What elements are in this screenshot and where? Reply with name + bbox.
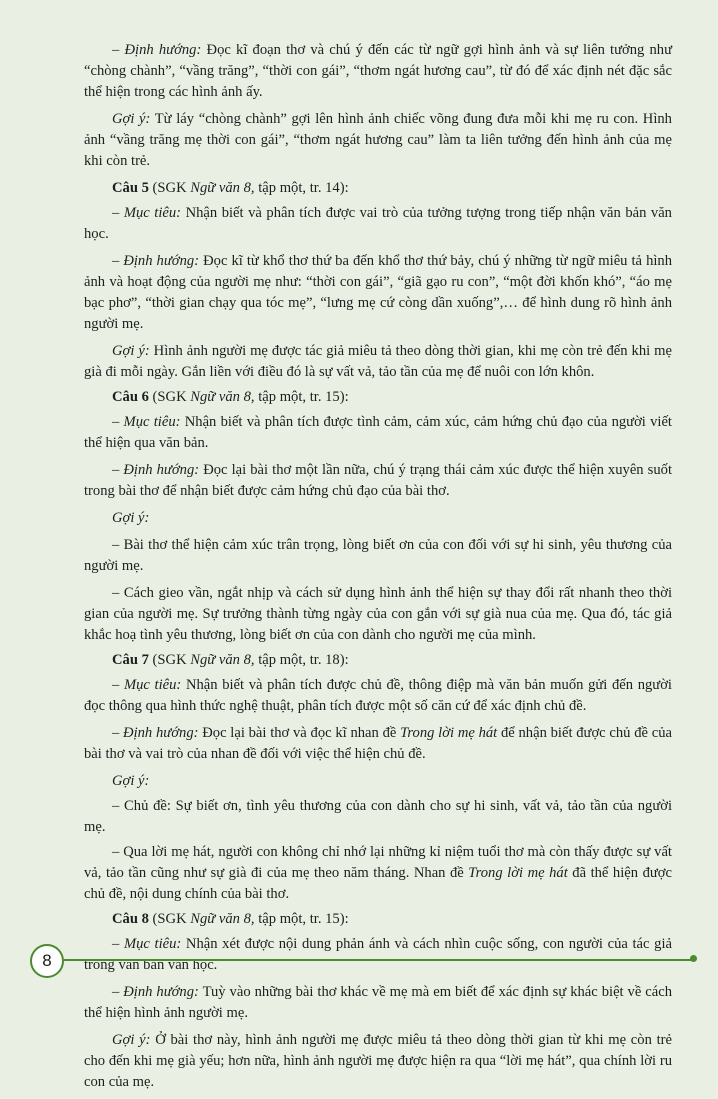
question-heading-7 (84, 650, 672, 671)
paragraph (84, 109, 672, 172)
paragraph (84, 842, 672, 905)
label-dinh-huong: – Định hướng: (112, 42, 202, 58)
page-footer-rule (64, 959, 692, 961)
paragraph (84, 1030, 672, 1093)
question-heading-8 (84, 909, 672, 930)
label-muc-tieu: – Mục tiêu: (112, 936, 182, 952)
label-goi-y: Gợi ý: (112, 111, 151, 127)
question-source: tập một, tr. 18): (254, 652, 349, 668)
question-title: Câu 8 (112, 911, 149, 927)
label-goi-y: Gợi ý: (112, 343, 150, 359)
paragraph-text: – Qua lời mẹ hát, người con không chỉ nhớ lại những kỉ niệm tuổi thơ mà còn thấy được sự vất vả, tảo tần cũng như sự già đi của mẹ theo năm tháng. Nhan đề (84, 844, 672, 881)
paragraph (84, 982, 672, 1024)
question-title: Câu 7 (112, 652, 149, 668)
book-title: Ngữ văn 8, (190, 652, 255, 668)
paragraph (84, 796, 672, 838)
label-muc-tieu: – Mục tiêu: (112, 414, 181, 430)
question-source: (SGK (148, 911, 191, 927)
label-dinh-huong: – Định hướng: (112, 462, 200, 478)
paragraph (84, 412, 672, 454)
paragraph-text: – Cách gieo vần, ngắt nhịp và cách sử dụng hình ảnh thể hiện sự thay đổi rất nhanh theo thời gian của người mẹ. Sự trưởng thành từng ngày của con gắn với sự già nua của mẹ. Qua đó, tác giả khắc hoạ tình yêu thương, lòng biết ơn của con dành cho người mẹ của mình. (84, 585, 672, 643)
paragraph-text: Ở bài thơ này, hình ảnh người mẹ được miêu tả theo dòng thời gian từ khi mẹ còn trẻ cho đến khi mẹ già yếu; hơn nữa, hình ảnh người mẹ được hiện ra qua “lời mẹ hát”, qua chính lời ru con của mẹ. (84, 1032, 672, 1090)
paragraph-text: Từ láy “chòng chành” gợi lên hình ảnh chiếc võng đung đưa mỗi khi mẹ ru con. Hình ảnh “vầng trăng mẹ thời con gái”, “thơm ngát hương cau” làm ta liên tưởng đến hình ảnh của mẹ khi còn trẻ. (84, 111, 672, 169)
poem-title: Trong lời mẹ hát (468, 865, 568, 881)
question-source: tập một, tr. 14): (254, 180, 349, 196)
book-title: Ngữ văn 8, (190, 911, 255, 927)
label-muc-tieu: – Mục tiêu: (112, 205, 182, 221)
paragraph-text: Đọc kĩ từ khổ thơ thứ ba đến khổ thơ thứ bảy, chú ý những từ ngữ miêu tả hình ảnh và hoạt động của người mẹ như: “thời con gái”, “giã gạo ru con”, “một đời khốn khó”, “áo mẹ bạc phơ”, “thời gian chạy qua tóc mẹ”, “lưng mẹ cứ còng dần xuống”,… để hình dung rõ hình ảnh người mẹ. (84, 253, 673, 332)
page-footer-rule-end (690, 955, 697, 962)
label-goi-y: Gợi ý: (112, 1032, 151, 1048)
book-title: Ngữ văn 8, (190, 389, 255, 405)
question-source: tập một, tr. 15): (254, 911, 349, 927)
paragraph-text: Đọc kĩ đoạn thơ và chú ý đến các từ ngữ gợi hình ảnh và sự liên tưởng như “chòng chành”, “vầng trăng”, “thời con gái”, “thơm ngát hương cau”, từ đó để xác định nét đặc sắc thể hiện trong các hình ảnh ấy. (84, 42, 673, 100)
question-heading-5 (84, 178, 672, 199)
paragraph-text: Nhận biết và phân tích được tình cảm, cảm xúc, cảm hứng chủ đạo của người viết thể hiện qua văn bản. (84, 414, 672, 451)
poem-title: Trong lời mẹ hát (400, 725, 498, 741)
paragraph-text: Đọc lại bài thơ một lần nữa, chú ý trạng thái cảm xúc được thể hiện xuyên suốt trong bài thơ để nhận biết được cảm hứng chủ đạo của bài thơ. (84, 462, 672, 499)
question-source: (SGK (148, 652, 191, 668)
paragraph-text: Hình ảnh người mẹ được tác giả miêu tả theo dòng thời gian, khi mẹ còn trẻ đến khi mẹ già đi mỗi ngày. Gắn liền với điều đó là sự vất vả, tảo tần của mẹ để nuôi con lớn khôn. (84, 343, 672, 380)
label-goi-y: Gợi ý: (112, 510, 150, 526)
paragraph (84, 583, 672, 646)
page-number: 8 (30, 944, 64, 978)
paragraph (84, 934, 672, 976)
label-muc-tieu: – Mục tiêu: (112, 677, 182, 693)
label-goi-y: Gợi ý: (112, 773, 150, 789)
paragraph-text: để nhận biết được chủ đề của bài thơ và vai trò của nhan đề đối với việc thể hiện chủ đề. (84, 725, 672, 762)
label-dinh-huong: – Định hướng: (112, 725, 199, 741)
paragraph (84, 203, 672, 245)
question-source: (SGK (148, 180, 191, 196)
paragraph-text: đã thể hiện được chủ đề, nội dung chính của bài thơ. (84, 865, 672, 902)
paragraph (84, 508, 672, 529)
paragraph-text: Nhận biết và phân tích được chủ đề, thông điệp mà văn bản muốn gửi đến người đọc thông qua hình thức nghệ thuật, phân tích được một số căn cứ để xác định chủ đề. (84, 677, 672, 714)
question-title: Câu 6 (112, 389, 149, 405)
paragraph-text: – Chủ đề: Sự biết ơn, tình yêu thương của con dành cho sự hi sinh, vất vả, tảo tần của người mẹ. (84, 798, 672, 835)
paragraph (84, 251, 672, 335)
paragraph (84, 723, 672, 765)
paragraph-text: – Bài thơ thể hiện cảm xúc trân trọng, lòng biết ơn của con đối với sự hi sinh, yêu thương của người mẹ. (84, 537, 672, 574)
paragraph-text: Đọc lại bài thơ và đọc kĩ nhan đề (202, 725, 401, 741)
paragraph (84, 535, 672, 577)
paragraph (84, 40, 672, 103)
document-page (84, 40, 672, 1099)
paragraph (84, 341, 672, 383)
paragraph (84, 771, 672, 792)
question-source: (SGK (148, 389, 191, 405)
question-title: Câu 5 (112, 180, 149, 196)
paragraph-text: Nhận biết và phân tích được vai trò của tưởng tượng trong tiếp nhận văn bản văn học. (84, 205, 672, 242)
book-title: Ngữ văn 8, (190, 180, 255, 196)
question-source: tập một, tr. 15): (254, 389, 349, 405)
paragraph (84, 460, 672, 502)
label-dinh-huong: – Định hướng: (112, 253, 200, 269)
label-dinh-huong: – Định hướng: (112, 984, 199, 1000)
question-heading-6 (84, 387, 672, 408)
paragraph-text: Tuỳ vào những bài thơ khác về mẹ mà em biết để xác định sự khác biệt về cách thể hiện hình ảnh người mẹ. (84, 984, 673, 1021)
paragraph-text: Nhận xét được nội dung phản ánh và cách nhìn cuộc sống, con người của tác giả trong văn bản văn học. (84, 936, 672, 973)
paragraph (84, 675, 672, 717)
